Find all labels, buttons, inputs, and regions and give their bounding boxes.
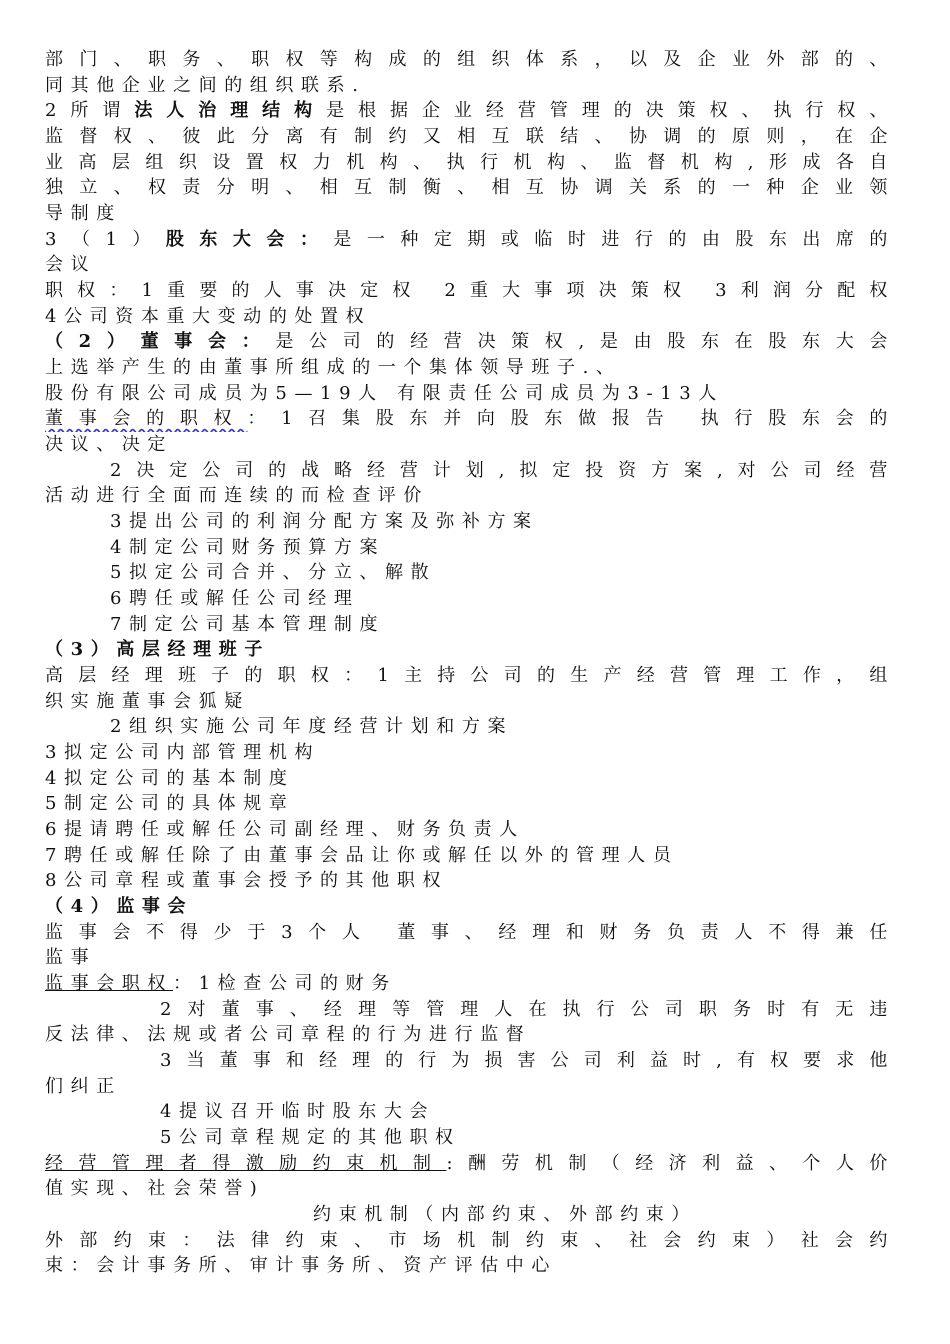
mechanism-constraint: 约束机制（内部约束、外部约束） bbox=[313, 1204, 697, 1225]
sec3-item2: 2组织实施公司年度经营计划和方案 bbox=[110, 716, 514, 737]
sec2-powers-first-cont: 决议、决定 bbox=[45, 434, 173, 455]
sec2-powers-line bbox=[45, 406, 895, 432]
sec4-item2b: 反法律、法规或者公司章程的行为进行监督 bbox=[45, 1024, 532, 1045]
sec4-item3b: 们纠正 bbox=[45, 1076, 122, 1097]
para2-line4: 独立、权责分明、相互制衡、相互协调关系的一种企业领 bbox=[45, 177, 895, 198]
sec4-title bbox=[45, 894, 895, 920]
sec4-rule: 监事会不得少于3个人 董事、经理和财务负责人不得兼任 bbox=[45, 922, 895, 943]
sec3-item6: 6提请聘任或解任公司副经理、财务负责人 bbox=[45, 819, 525, 840]
sec2-rest: 是公司的经营决策权,是由股东在股东大会 bbox=[275, 331, 895, 352]
sec3-item3: 3拟定公司内部管理机构 bbox=[45, 742, 321, 763]
sec2-powers-label: 董事会的职权 bbox=[45, 408, 248, 429]
sec3-item5: 5制定公司的具体规章 bbox=[45, 793, 295, 814]
para2-line5: 导制度 bbox=[45, 203, 122, 224]
sec2-item2a: 2决定公司的战略经营计划,拟定投资方案,对公司经营 bbox=[110, 460, 895, 481]
sec1-heading-line bbox=[45, 227, 895, 253]
mechanism-external: 外部约束：法律约束、市场机制约束、社会约束）社会约 bbox=[45, 1230, 895, 1251]
sec3-powers-first: 高层经理班子的职权：1主持公司的生产经营管理工作，组 bbox=[45, 665, 895, 686]
sec2-item2b: 活动进行全面而连续的而检查评价 bbox=[45, 485, 429, 506]
sec2-item3: 3提出公司的利润分配方案及弥补方案 bbox=[110, 511, 539, 532]
mechanism-rest: :酬劳机制（经济利益、个人价 bbox=[446, 1153, 895, 1174]
sec4-item4: 4提议召开临时股东大会 bbox=[160, 1101, 436, 1122]
sec2-members: 股份有限公司成员为5—19人 有限责任公司成员为3-13人 bbox=[45, 383, 724, 404]
sec3-item8: 8公司章程或董事会授予的其他职权 bbox=[45, 870, 449, 891]
sec2-term: （2）董事会： bbox=[45, 331, 276, 352]
mechanism-line bbox=[45, 1151, 895, 1177]
sec2-powers-first: ：1召集股东并向股东做报告 执行股东会的 bbox=[247, 408, 895, 429]
sec1-term: 股东大会： bbox=[165, 229, 334, 250]
sec2-line2: 上选举产生的由董事所组成的一个集体领导班子.、 bbox=[45, 357, 622, 378]
sec1-rest: 是一种定期或临时进行的由股东出席的 bbox=[333, 229, 895, 250]
sec4-title-text: （4）监事会 bbox=[45, 896, 194, 917]
sec4-item5: 5公司章程规定的其他职权 bbox=[160, 1127, 461, 1148]
sec2-item7: 7制定公司基本管理制度 bbox=[110, 614, 386, 635]
sec3-item4: 4拟定公司的基本制度 bbox=[45, 768, 295, 789]
para1-line2: 同其他企业之间的组织联系. bbox=[45, 75, 366, 96]
sec4-powers-first: ：1检查公司的财务 bbox=[173, 973, 397, 994]
para2-line2: 监督权、彼此分离有制约又相互联结、协调的原则，在企 bbox=[45, 126, 895, 147]
sec2-item6: 6聘任或解任公司经理 bbox=[110, 588, 360, 609]
sec3-title-text: （3）高层经理班子 bbox=[45, 639, 270, 660]
sec2-item5: 5拟定公司合并、分立、解散 bbox=[110, 562, 437, 583]
sec1-powers-line1: 职权：1重要的人事决定权 2重大事项决策权 3利润分配权 bbox=[45, 280, 895, 301]
mechanism-label: 经营管理者得激励约束机制 bbox=[45, 1153, 447, 1174]
sec4-item2a: 2对董事、经理等管理人在执行公司职务时有无违 bbox=[160, 999, 895, 1020]
sec1-powers-line2: 4公司资本重大变动的处置权 bbox=[45, 306, 372, 327]
sec4-powers-line bbox=[45, 971, 895, 997]
sec3-powers-first-cont: 织实施董事会狐疑 bbox=[45, 691, 250, 712]
para2-line1 bbox=[45, 98, 895, 124]
para2-rest: 是根据企业经营管理的决策权、执行权、 bbox=[326, 100, 895, 121]
sec2-item4: 4制定公司财务预算方案 bbox=[110, 537, 386, 558]
para1-line1: 部门、职务、职权等构成的组织体系，以及企业外部的、 bbox=[45, 49, 895, 70]
mechanism-external-cont: 束：会计事务所、审计事务所、资产评估中心 bbox=[45, 1255, 557, 1276]
sec4-rule-cont: 监事 bbox=[45, 947, 97, 968]
sec4-powers-label: 监事会职权 bbox=[45, 973, 173, 994]
sec3-title bbox=[45, 637, 895, 663]
sec4-item3a: 3当董事和经理的行为损害公司利益时,有权要求他 bbox=[160, 1050, 895, 1071]
sec1-prefix: 3（1） bbox=[45, 229, 166, 250]
mechanism-line2: 值实现、社会荣誉) bbox=[45, 1178, 265, 1199]
para2-prefix: 2所谓 bbox=[45, 100, 135, 121]
para2-line3: 业高层组织设置权力机构、执行机构、监督机构,形成各自 bbox=[45, 152, 895, 173]
sec1-line2: 会议 bbox=[45, 254, 97, 275]
term-corporate-governance: 法人治理结构 bbox=[134, 100, 327, 121]
sec2-heading-line bbox=[45, 329, 895, 355]
sec3-item7: 7聘任或解任除了由董事会品让你或解任以外的管理人员 bbox=[45, 845, 679, 866]
